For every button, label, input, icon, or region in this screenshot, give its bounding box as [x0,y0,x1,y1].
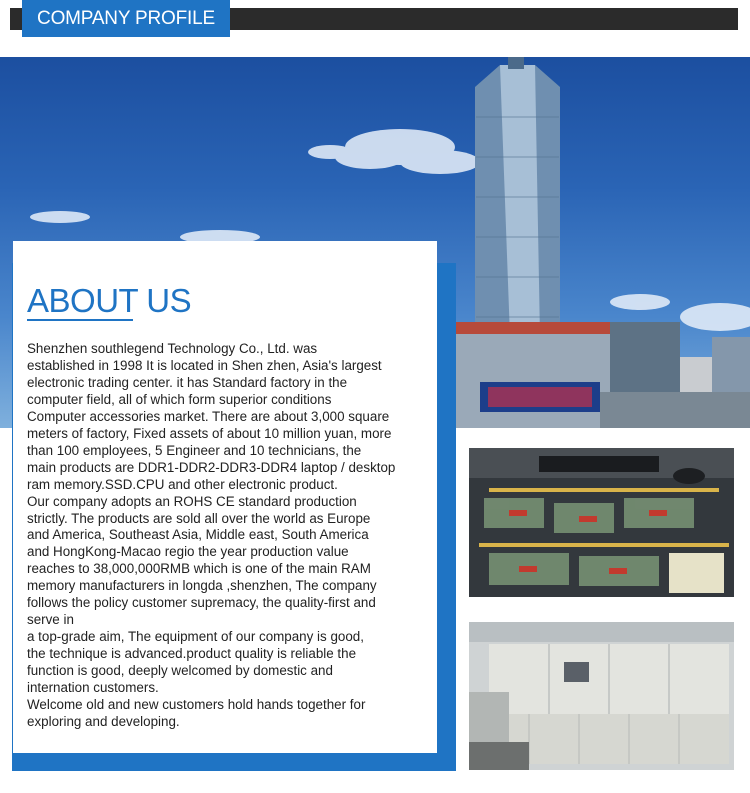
about-line: Welcome old and new customers hold hands together for [27,697,366,713]
about-line: internation customers. [27,680,159,696]
reflow-oven-illustration [469,622,734,770]
about-card [13,241,437,753]
about-line: reaches to 38,000,000RMB which is one of the main RAM [27,561,371,577]
about-line: exploring and developing. [27,713,180,729]
about-line: electronic trading center. it has Standard factory in the [27,374,348,390]
about-line: function is good, deeply welcomed by domestic and [27,663,333,679]
about-line: follows the policy customer supremacy, the quality-first and [27,595,376,611]
factory-photo-reflow-oven [469,622,734,770]
about-line: ram memory.SSD.CPU and other electronic product. [27,476,338,492]
about-line: a top-grade aim, The equipment of our company is good, [27,629,364,645]
about-line: computer field, all of which form superior conditions [27,391,332,407]
about-line: Shenzhen southlegend Technology Co., Ltd. was [27,341,318,356]
about-title: ABOUT US [27,282,192,319]
factory-photo-test-bench [469,448,734,597]
about-line: Computer accessories market. There are about 3,000 square [27,408,390,424]
about-line: memory manufacturers in longda ,shenzhen, The company [27,578,377,594]
about-line: and HongKong-Macao regio the year production value [27,544,349,560]
about-line: main products are DDR1-DDR2-DDR3-DDR4 laptop / desktop [27,459,396,475]
about-line: the technique is advanced.product quality is reliable the [27,646,357,662]
test-bench-illustration [469,448,734,597]
about-line: Our company adopts an ROHS CE standard production [27,493,357,509]
company-profile-tab: COMPANY PROFILE [22,0,230,37]
about-line: serve in [27,612,74,628]
about-title-underline [27,319,133,321]
about-line: strictly. The products are sold all over the world as Europe [27,510,371,526]
about-line: and America, Southeast Asia, Middle east, South America [27,527,369,543]
about-line: than 100 employees, 5 Engineer and 10 technicians, the [27,442,362,458]
about-body [27,341,437,731]
about-line: meters of factory, Fixed assets of about 10 million yuan, more [27,425,392,441]
about-line: established in 1998 It is located in Shen zhen, Asia's largest [27,357,382,373]
